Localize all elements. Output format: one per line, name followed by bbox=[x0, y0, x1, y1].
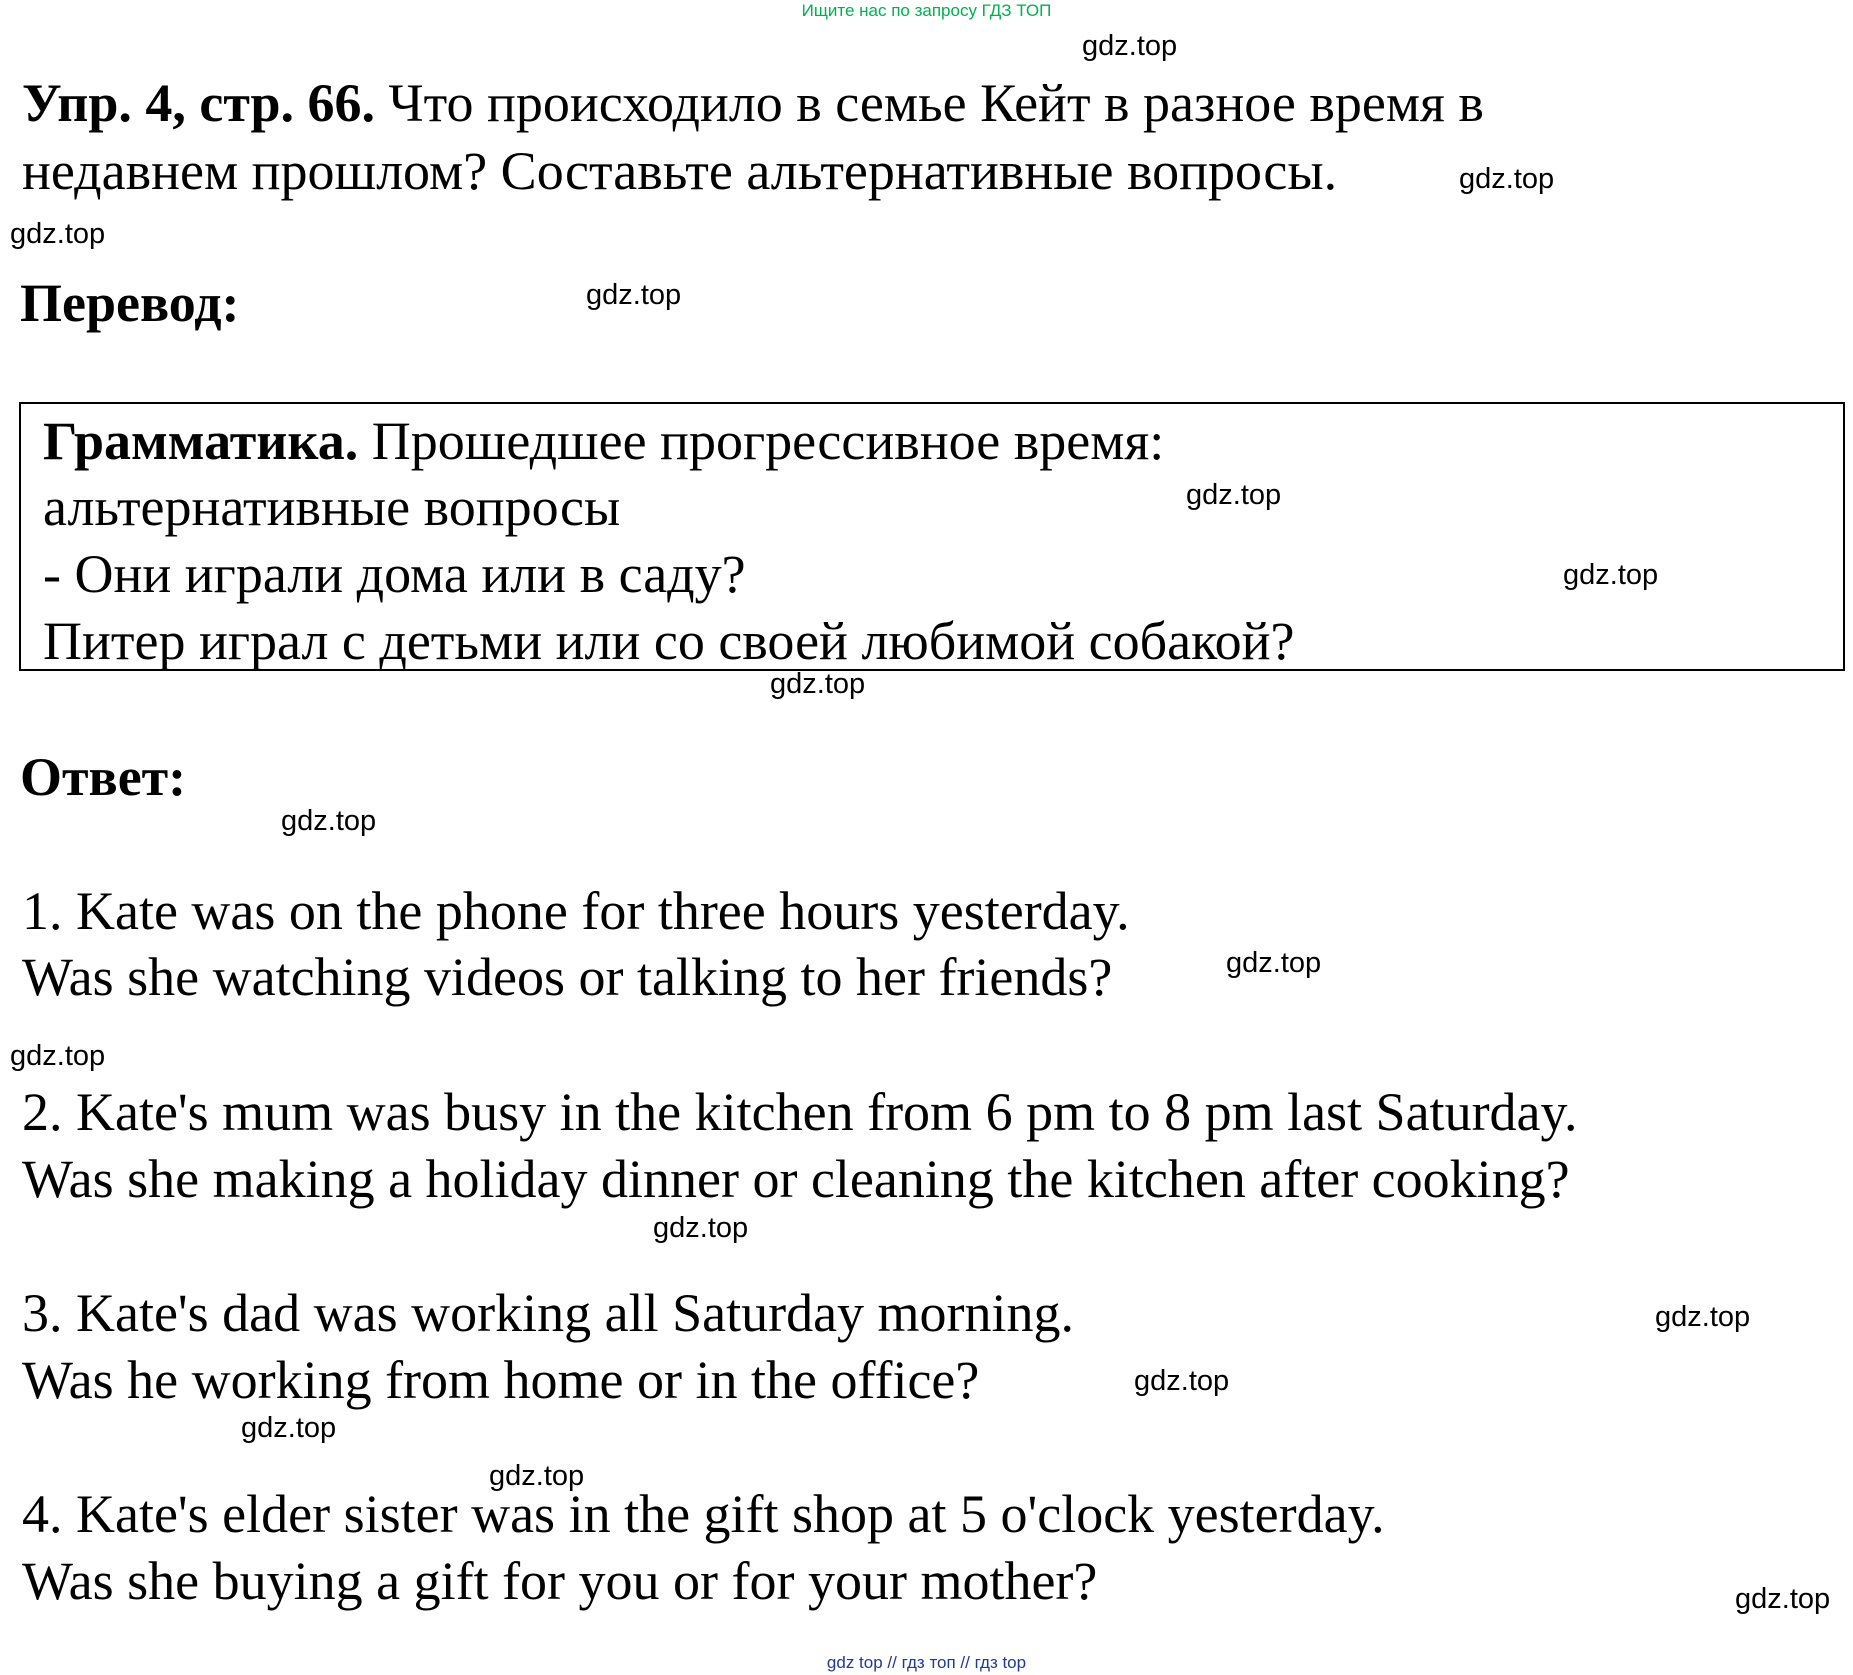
watermark: gdz.top bbox=[653, 1212, 749, 1244]
watermark: gdz.top bbox=[10, 1040, 106, 1072]
watermark: gdz.top bbox=[489, 1460, 585, 1492]
watermark: gdz.top bbox=[1134, 1365, 1230, 1397]
task-label: Упр. 4, стр. 66. bbox=[22, 73, 376, 133]
answer-3-question: Was he working from home or in the office? bbox=[22, 1350, 980, 1410]
task-text-1: Что происходило в семье Кейт в разное время в bbox=[388, 73, 1484, 133]
answer-3-statement: 3. Kate's dad was working all Saturday morning. bbox=[22, 1283, 1075, 1343]
grammar-line-1 bbox=[43, 410, 1164, 472]
task-line-1 bbox=[22, 72, 1484, 134]
grammar-label: Грамматика. bbox=[43, 411, 359, 471]
watermark: gdz.top bbox=[770, 668, 866, 700]
grammar-example-1: - Они играли дома или в саду? bbox=[43, 544, 746, 604]
task-text-2: недавнем прошлом? Составьте альтернативные вопросы. bbox=[22, 141, 1338, 201]
watermark: gdz.top bbox=[1735, 1583, 1831, 1615]
watermark: gdz.top bbox=[1563, 559, 1659, 591]
watermark: gdz.top bbox=[586, 279, 682, 311]
answer-1-question: Was she watching videos or talking to her friends? bbox=[22, 947, 1113, 1007]
task-line-2 bbox=[22, 140, 1337, 202]
grammar-example-2: Питер играл с детьми или со своей любимой собакой? bbox=[43, 611, 1295, 671]
watermark: gdz.top bbox=[1459, 163, 1555, 195]
grammar-title: Прошедшее прогрессивное время: bbox=[371, 411, 1165, 471]
watermark: gdz.top bbox=[1186, 479, 1282, 511]
answer-4-question: Was she buying a gift for you or for your mother? bbox=[22, 1551, 1098, 1611]
watermark: gdz.top bbox=[241, 1412, 337, 1444]
watermark: gdz.top bbox=[1082, 30, 1178, 62]
answer-1-statement: 1. Kate was on the phone for three hours yesterday. bbox=[22, 881, 1130, 941]
top-banner: Ищите нас по запросу ГДЗ ТОП bbox=[801, 1, 1052, 20]
answer-2-statement: 2. Kate's mum was busy in the kitchen from 6 pm to 8 pm last Saturday. bbox=[22, 1082, 1578, 1142]
watermark: gdz.top bbox=[1655, 1301, 1751, 1333]
watermark: gdz.top bbox=[1226, 947, 1322, 979]
watermark: gdz.top bbox=[10, 218, 106, 250]
answer-4-statement: 4. Kate's elder sister was in the gift shop at 5 o'clock yesterday. bbox=[22, 1484, 1385, 1544]
answer-2-question: Was she making a holiday dinner or cleaning the kitchen after cooking? bbox=[22, 1149, 1570, 1209]
translation-heading: Перевод: bbox=[20, 273, 240, 333]
watermark: gdz.top bbox=[281, 805, 377, 837]
bottom-banner: gdz top // гдз топ // гдз top bbox=[826, 1653, 1027, 1672]
answer-heading: Ответ: bbox=[20, 747, 187, 807]
grammar-box bbox=[19, 402, 1845, 671]
grammar-line-2: альтернативные вопросы bbox=[43, 477, 621, 537]
